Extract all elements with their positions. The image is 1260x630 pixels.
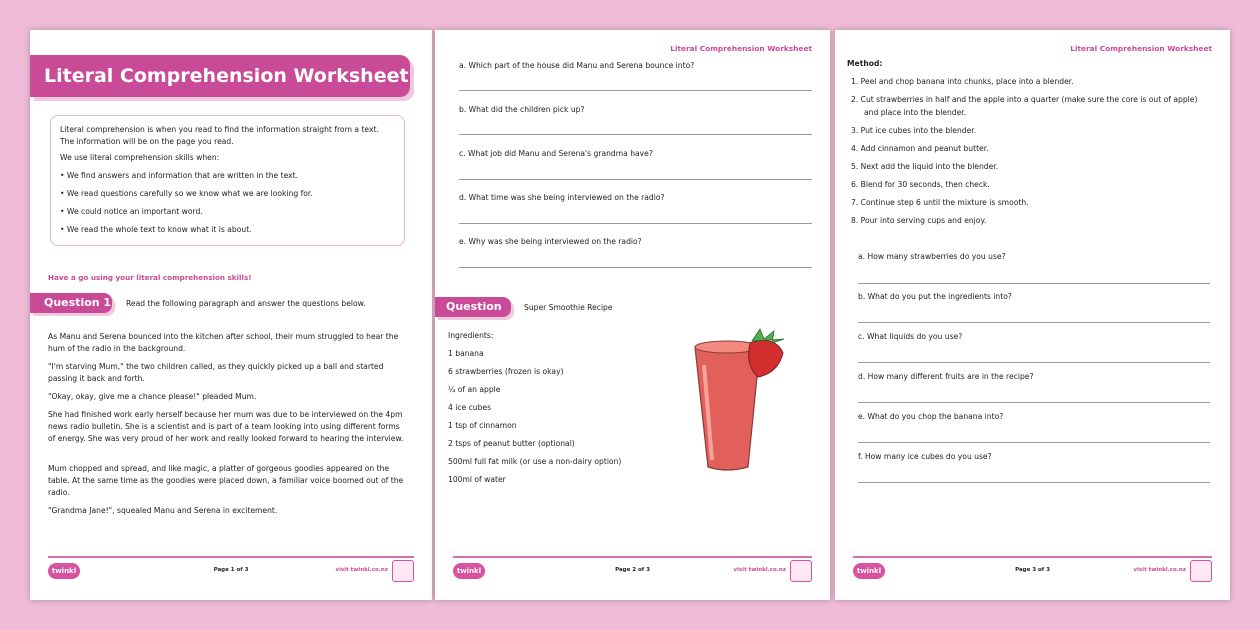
bullet: • We could notice an important word. xyxy=(60,207,203,216)
q1-instruction: Read the following paragraph and answer the questions below. xyxy=(126,299,366,308)
header-title: Literal Comprehension Worksheet xyxy=(670,44,812,53)
method-step: 3. Put ice cubes into the blender. xyxy=(851,126,977,135)
q2-title: Super Smoothie Recipe xyxy=(524,303,613,312)
answer-line[interactable] xyxy=(858,442,1210,443)
story-paragraph: She had finished work early herself because her mum was due to be interviewed on the 4pm news radio bulletin. She is a scientist and is part of a team looking into using different forms of energy. She was very proud of her work and really looked forward to hearing the interview. xyxy=(48,410,404,443)
info-box xyxy=(50,115,405,246)
question: a. Which part of the house did Manu and Serena bounce into? xyxy=(459,61,695,70)
footer-divider xyxy=(48,556,414,558)
question: f. How many ice cubes do you use? xyxy=(858,452,992,461)
answer-line[interactable] xyxy=(459,267,812,268)
method-step: 6. Blend for 30 seconds, then check. xyxy=(851,180,990,189)
answer-line[interactable] xyxy=(459,179,812,180)
ingredient: 1 tsp of cinnamon xyxy=(448,421,517,430)
method-step: 7. Continue step 6 until the mixture is smooth. xyxy=(851,198,1029,207)
answer-line[interactable] xyxy=(858,402,1210,403)
story-paragraph: "I'm starving Mum," the two children called, as they quickly picked up a ball and started passing it back and forth. xyxy=(48,362,384,383)
answer-line[interactable] xyxy=(858,362,1210,363)
ingredient: 4 ice cubes xyxy=(448,403,492,412)
have-a-go-text: Have a go using your literal comprehension skills! xyxy=(48,273,252,282)
page-title: Literal Comprehension Worksheet xyxy=(44,65,409,87)
twinkl-logo: twinkl xyxy=(453,563,485,579)
bullet: • We read questions carefully so we know what we are looking for. xyxy=(60,189,313,198)
question-2-tab: Question 2 xyxy=(435,297,511,317)
ingredient: 2 tsps of peanut butter (optional) xyxy=(448,439,575,448)
page-number: Page 2 of 3 xyxy=(615,567,650,573)
visit-link: visit twinkl.co.nz xyxy=(1133,567,1186,573)
bullet: • We find answers and information that are written in the text. xyxy=(60,171,299,180)
question: b. What do you put the ingredients into? xyxy=(858,292,1012,301)
page-number: Page 1 of 3 xyxy=(213,567,249,573)
twinkl-logo: twinkl xyxy=(853,563,885,579)
question: c. What liquids do you use? xyxy=(858,332,963,341)
visit-link: visit twinkl.co.nz xyxy=(733,567,786,573)
worksheet-page-1 xyxy=(30,30,432,600)
question: d. What time was she being interviewed on the radio? xyxy=(459,193,665,202)
method-step: 1. Peel and chop banana into chunks, place into a blender. xyxy=(851,77,1074,86)
smoothie-glass-image xyxy=(690,325,790,475)
title-banner xyxy=(30,55,410,97)
answer-line[interactable] xyxy=(459,90,812,91)
intro-text: Literal comprehension is when you read to find the information straight from a text. The information will be on the page you read. xyxy=(60,125,379,146)
answer-line[interactable] xyxy=(858,283,1210,284)
ingredient: 500ml full fat milk (or use a non-dairy option) xyxy=(448,457,622,466)
ingredients-heading: Ingredients: xyxy=(448,331,494,340)
question: b. What did the children pick up? xyxy=(459,105,585,114)
method-step: 2. Cut strawberries in half and the apple into a quarter (make sure the core is out of apple) xyxy=(851,95,1198,104)
ingredient: 6 strawberries (frozen is okay) xyxy=(448,367,564,376)
method-step: and place into the blender. xyxy=(864,108,967,117)
question: d. How many different fruits are in the recipe? xyxy=(858,372,1034,381)
method-step: 4. Add cinnamon and peanut butter. xyxy=(851,144,989,153)
award-badge-icon xyxy=(1190,560,1212,582)
question-1-tab: Question 1 xyxy=(30,293,112,313)
ingredient: ¼ of an apple xyxy=(448,385,501,394)
footer-divider xyxy=(453,556,812,558)
answer-line[interactable] xyxy=(858,322,1210,323)
story-paragraph: As Manu and Serena bounced into the kitchen after school, their mum struggled to hear the hum of the radio in the background. xyxy=(48,332,399,353)
method-heading: Method: xyxy=(847,59,883,68)
header-title: Literal Comprehension Worksheet xyxy=(1070,44,1212,53)
story-paragraph: "Okay, okay, give me a chance please!" pleaded Mum. xyxy=(48,392,257,401)
answer-line[interactable] xyxy=(459,134,812,135)
story-paragraph: "Grandma Jane!", squealed Manu and Serena in excitement. xyxy=(48,506,278,515)
award-badge-icon xyxy=(392,560,414,582)
award-badge-icon xyxy=(790,560,812,582)
method-step: 5. Next add the liquid into the blender. xyxy=(851,162,999,171)
bullet: • We read the whole text to know what it is about. xyxy=(60,225,252,234)
ingredient: 1 banana xyxy=(448,349,484,358)
page-number: Page 3 of 3 xyxy=(1015,567,1050,573)
question: e. Why was she being interviewed on the radio? xyxy=(459,237,642,246)
worksheet-page-2 xyxy=(435,30,830,600)
answer-line[interactable] xyxy=(858,482,1210,483)
question: a. How many strawberries do you use? xyxy=(858,252,1006,261)
twinkl-logo: twinkl xyxy=(48,563,80,579)
use-heading: We use literal comprehension skills when: xyxy=(60,153,220,162)
question: e. What do you chop the banana into? xyxy=(858,412,1004,421)
footer-divider xyxy=(853,556,1212,558)
story-paragraph: Mum chopped and spread, and like magic, a platter of gorgeous goodies appeared on the table. At the same time as the goodies were placed down, a familiar voice boomed out of the radio. xyxy=(48,464,404,497)
ingredient: 100ml of water xyxy=(448,475,506,484)
visit-link: visit twinkl.co.nz xyxy=(335,567,388,573)
answer-line[interactable] xyxy=(459,223,812,224)
question: c. What job did Manu and Serena's grandma have? xyxy=(459,149,653,158)
method-step: 8. Pour into serving cups and enjoy. xyxy=(851,216,987,225)
worksheet-page-3 xyxy=(835,30,1230,600)
